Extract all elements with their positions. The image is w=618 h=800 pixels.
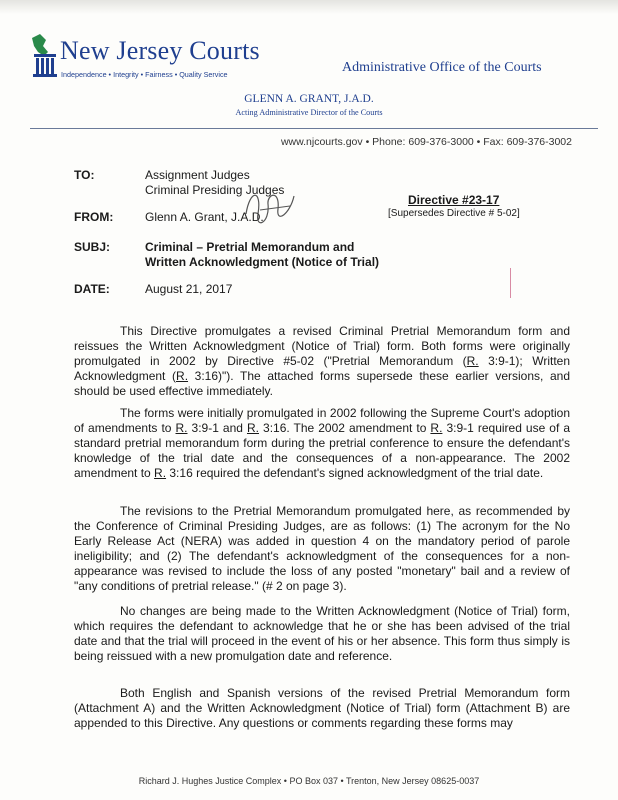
margin-mark (510, 268, 511, 298)
org-name: New Jersey Courts (60, 36, 260, 65)
supersedes-note: [Supersedes Directive # 5-02] (388, 208, 520, 219)
signature-icon (240, 184, 300, 234)
paragraph-4: No changes are being made to the Written Acknowledgment (Notice of Trial) form, which requires the defendant to acknowledge that he or she has been advised of the trial date and that the trial will proceed in the event of his or her absence. This form thus simply is being reissued with a new promulgation date and reference. (74, 604, 570, 663)
paragraph-3: The revisions to the Pretrial Memorandum promulgated here, as recommended by the Conference of Criminal Presiding Judges, are as follows: (1) The acronym for the No Early Release Act (NERA) was added in question 4 on the mandatory period of parole ineligibility; and (2) The defendant's acknowledgment of the consequences for a non-appearance was revised to include the loss of any posted "monetary" bail and a review of "any conditions of pretrial release." (# 2 on page 3). (74, 504, 570, 593)
to-recipient-2: Criminal Presiding Judges (145, 183, 285, 197)
footer-address: Richard J. Hughes Justice Complex • PO Box 037 • Trenton, New Jersey 08625-0037 (138, 776, 480, 786)
paragraph-2: The forms were initially promulgated in 2002 following the Supreme Court's adoption of amendments to R. 3:9-1 and R. 3:16. The 2002 amendment to R. 3:9-1 required use of a standard pretrial memorandum form during the pretrial conference to ensure the defendant's knowledge of the trial date and the consequences of a non-appearance. The 2002 amendment to R. 3:16 required the defendant's signed acknowledgment of the trial date. (74, 406, 571, 480)
to-recipient-1: Assignment Judges (145, 168, 250, 182)
to-label: TO: (74, 168, 95, 182)
subject-line-1: Criminal – Pretrial Memorandum and (145, 240, 355, 254)
paragraph-5: Both English and Spanish versions of the revised Pretrial Memorandum form (Attachment A) and the Written Acknowledgment (Notice of Trial) form (Attachment B) are appended to this Directive. Any questions or comments regarding these forms may (74, 686, 570, 730)
directive-number: Directive #23-17 (408, 193, 500, 207)
subject-line-2: Written Acknowledgment (Notice of Trial) (145, 255, 380, 269)
paragraph-1: This Directive promulgates a revised Criminal Pretrial Memorandum form and reissues the Written Acknowledgment (Notice of Trial) form. Both forms were originally promulgated in 2002 by Directive #5-02 ("Pretrial Memorandum (R. 3:9-1); Written Acknowledgment (R. 3:16)"). The attached forms supersede these earlier versions, and should be used effective immediately. (74, 324, 570, 398)
subj-label: SUBJ: (74, 240, 111, 254)
courthouse-logo-icon (30, 32, 60, 80)
director-name: GLENN A. GRANT, J.A.D. (244, 93, 374, 105)
contact-line: www.njcourts.gov • Phone: 609-376-3000 • Fax: 609-376-3002 (280, 136, 572, 148)
date-label: DATE: (74, 282, 110, 296)
scan-edge (0, 0, 618, 14)
office-name: Administrative Office of the Courts (342, 60, 542, 75)
from-value: Glenn A. Grant, J.A.D. (145, 210, 264, 224)
date-value: August 21, 2017 (145, 282, 233, 296)
header-divider (30, 128, 598, 129)
from-label: FROM: (74, 210, 114, 224)
director-title: Acting Administrative Director of the Courts (235, 108, 383, 117)
org-tagline: Independence • Integrity • Fairness • Quality Service (61, 70, 228, 79)
